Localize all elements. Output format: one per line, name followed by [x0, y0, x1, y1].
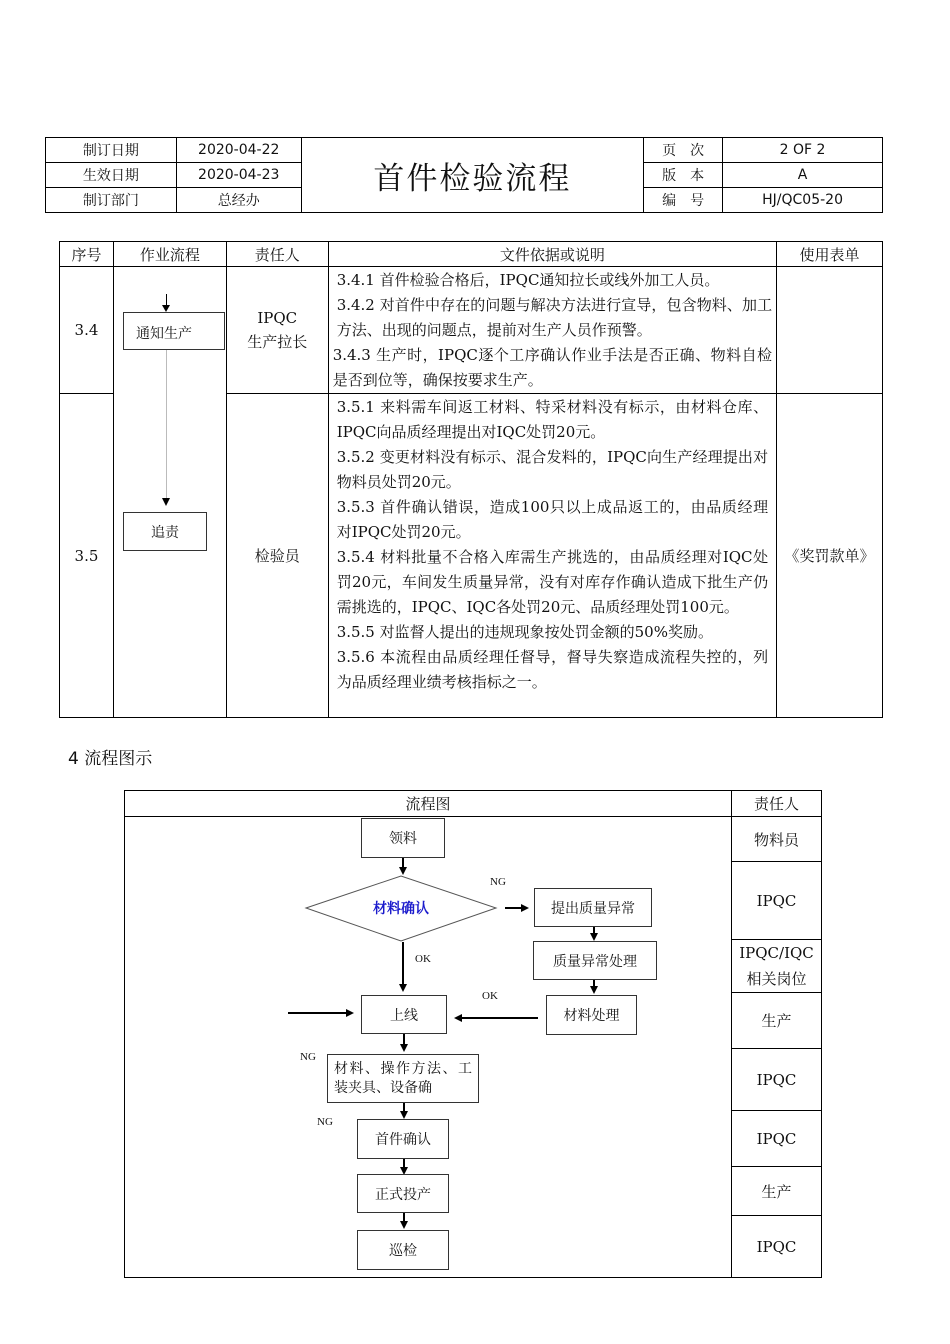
person-cell: 生产 [732, 1167, 822, 1216]
row-no: 3.4 [60, 267, 114, 394]
page-label: 页 次 [644, 138, 723, 163]
paragraph: 3.5.5 对监督人提出的违规现象按处罚金额的50%奖励。 [336, 623, 713, 641]
row-person: 检验员 [226, 394, 328, 718]
col-header-flow: 作业流程 [113, 242, 226, 267]
department-value: 总经办 [176, 188, 301, 213]
date-effective-label: 生效日期 [46, 163, 177, 188]
label-ok: OK [415, 953, 431, 965]
person-cell: 生产 [732, 993, 822, 1049]
version-label: 版 本 [644, 163, 723, 188]
page-value: 2 OF 2 [723, 138, 883, 163]
person-line: IPQC [257, 309, 298, 327]
department-label: 制订部门 [46, 188, 177, 213]
paragraph: 3.5.6 本流程由品质经理任督导，督导失察造成流程失控的，列为品质经理业绩考核指标之一。 [336, 648, 769, 691]
flow-box-raise-issue: 提出质量异常 [534, 888, 652, 927]
paragraph: 3.5.2 变更材料没有标示、混合发料的，IPQC向生产经理提出对物料员处罚20元。 [336, 448, 769, 491]
number-label: 编 号 [644, 188, 723, 213]
number-value: HJ/QC05-20 [723, 188, 883, 213]
flow-box-online: 上线 [361, 995, 447, 1034]
person-cell: IPQC/IQC 相关岗位 [732, 940, 822, 993]
person-cell: IPQC [732, 1111, 822, 1167]
person-line: 生产拉长 [247, 333, 308, 351]
label-ok: OK [482, 990, 498, 1002]
label-ng: NG [317, 1116, 333, 1128]
label-ng: NG [490, 876, 506, 888]
row-no: 3.5 [60, 394, 114, 718]
section-heading: 4 流程图示 [68, 749, 153, 769]
flow-box-notify: 通知生产 [123, 312, 225, 350]
person-cell: 物料员 [732, 817, 822, 862]
col-header-no: 序号 [60, 242, 114, 267]
flow-box-check-items: 材料、操作方法、工装夹具、设备确 [327, 1054, 479, 1103]
date-effective-value: 2020-04-23 [176, 163, 301, 188]
decision-label: 材料确认 [373, 901, 429, 917]
label-ng: NG [300, 1051, 316, 1063]
paragraph: 3.5.3 首件确认错误，造成100只以上成品返工的，由品质经理对IPQC处罚20元。 [336, 498, 769, 541]
paragraph: 3.5.1 来料需车间返工材料、特采材料没有标示，由材料仓库、IPQC向品质经理提出对IQC处罚20元。 [336, 398, 769, 441]
flow-box-pick: 领料 [361, 818, 445, 858]
row-form: 《奖罚款单》 [777, 394, 883, 718]
paragraph: 3.4.2 对首件中存在的问题与解决方法进行宣导，包含物料、加工方法、出现的问题点，提前对生产人员作预警。 [336, 296, 773, 339]
flow-box-first-article: 首件确认 [357, 1119, 449, 1159]
date-made-value: 2020-04-22 [176, 138, 301, 163]
person-cell: IPQC [732, 1049, 822, 1111]
version-value: A [723, 163, 883, 188]
flow-box-material-process: 材料处理 [546, 995, 637, 1035]
flow-box-accountability: 追责 [123, 512, 207, 551]
person-cell: IPQC [732, 1216, 822, 1278]
person-cell: IPQC [732, 862, 822, 940]
flow-box-patrol: 巡检 [357, 1230, 449, 1270]
paragraph: 3.5.4 材料批量不合格入库需生产挑选的，由品质经理对IQC处罚20元，车间发生质量异常，没有对库存作确认造成下批生产仍需挑选的，IPQC、IQC各处罚20元、品质经理处罚100元。 [336, 548, 769, 616]
col-header-form: 使用表单 [777, 242, 883, 267]
col-header-flowchart: 流程图 [125, 791, 732, 817]
document-title: 首件检验流程 [301, 138, 644, 213]
date-made-label: 制订日期 [46, 138, 177, 163]
flow-box-handle-issue: 质量异常处理 [533, 941, 657, 980]
col-header-person: 责任人 [226, 242, 328, 267]
col-header-person: 责任人 [732, 791, 822, 817]
col-header-description: 文件依据或说明 [328, 242, 776, 267]
flow-box-production: 正式投产 [357, 1174, 449, 1213]
paragraph: 3.4.3 生产时，IPQC逐个工序确认作业手法是否正确、物料自检是否到位等，确保按要求生产。 [332, 346, 773, 389]
paragraph: 3.4.1 首件检验合格后，IPQC通知拉长或线外加工人员。 [336, 271, 720, 289]
